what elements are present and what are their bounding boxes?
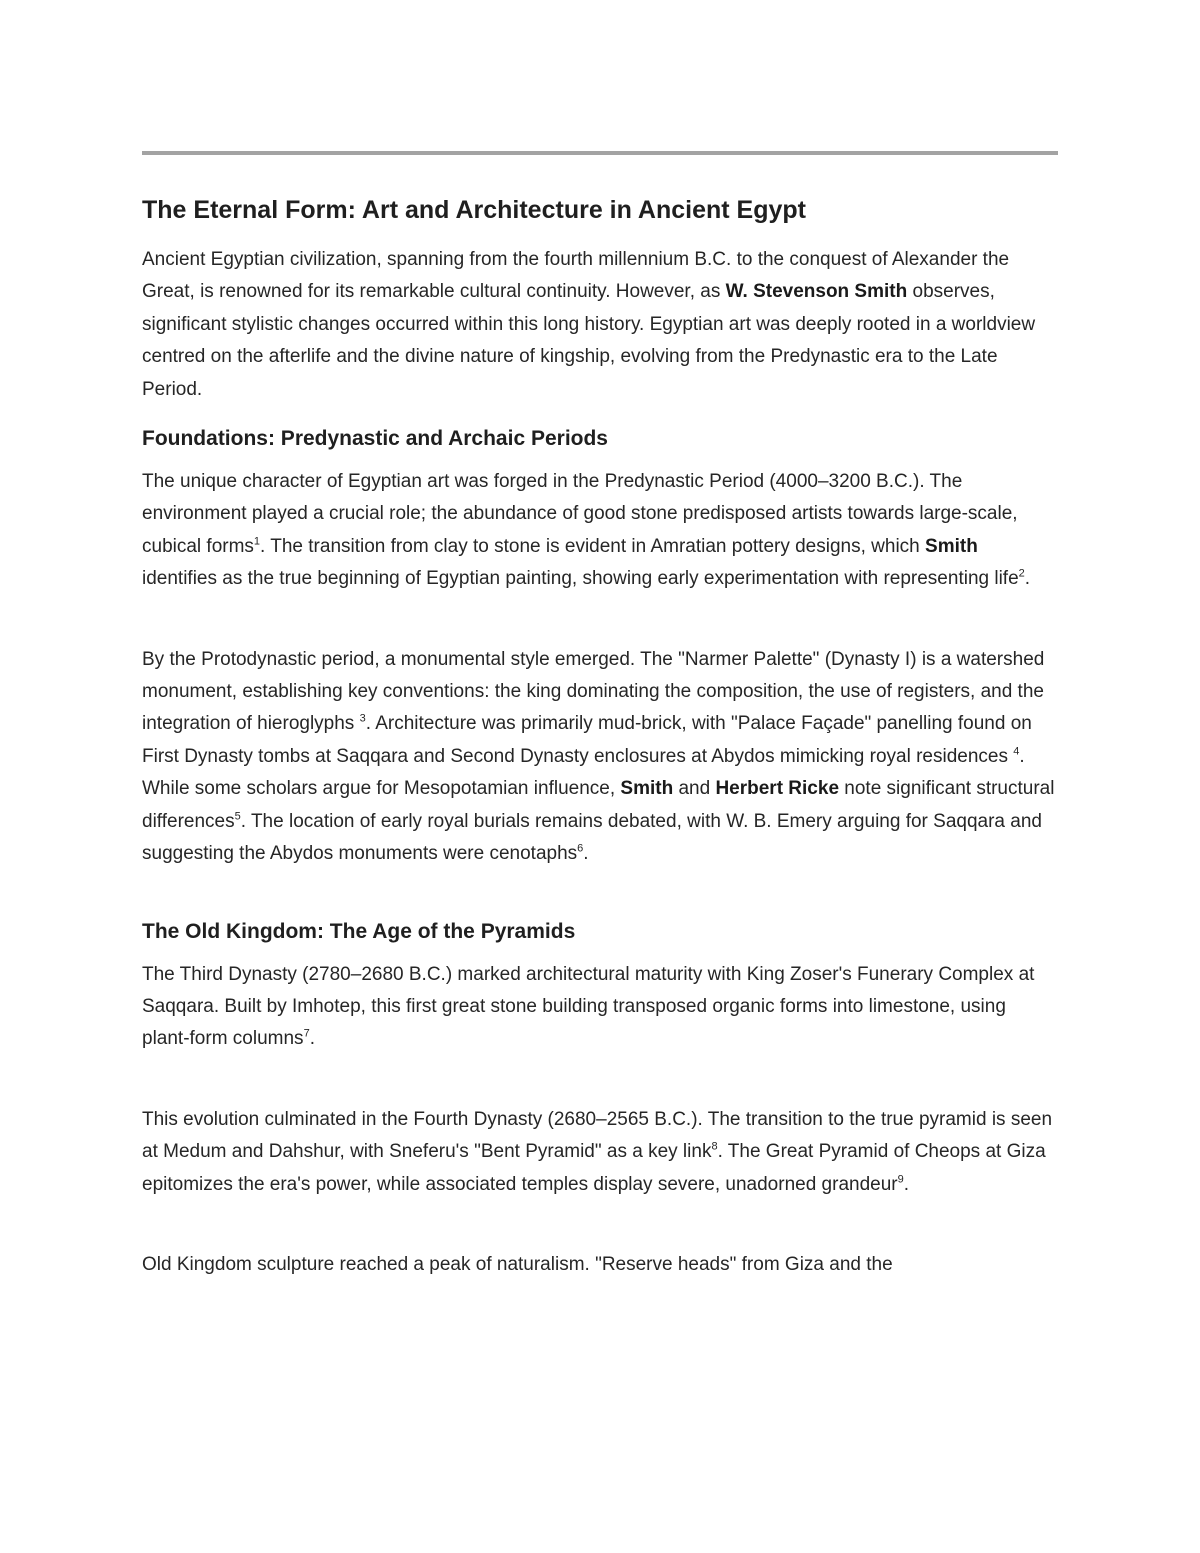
text: . [1024, 568, 1031, 590]
footnote-ref: 9 [897, 1173, 904, 1186]
text: . [583, 843, 589, 865]
foundations-paragraph-1 [142, 466, 1058, 596]
intro-text-1: Ancient Egyptian civilization, spanning from the fourth millennium B.C. to the conquest of Alexander the Great, is renowned for its remarkable cultural continuity. However, as [142, 249, 1010, 303]
footnote-ref: 4 [1013, 745, 1020, 758]
text: The unique character of Egyptian art was forged in the Predynastic Period (4000–3200 B.C.). The environment played a crucial role; the abundance of good stone predisposed artists towards large-scale, cubical forms [142, 471, 1018, 557]
foundations-paragraph-2 [142, 644, 1058, 871]
footnote-ref: 8 [711, 1140, 718, 1153]
footnote-ref: 2 [1018, 567, 1025, 580]
intro-text-2: observes, significant stylistic changes occurred within this long history. Egyptian art was deeply rooted in a worldview centred on the afterlife and the divine nature of kingship, evolving from the Predynastic era to the Late Period. [142, 281, 1036, 400]
text: . The Great Pyramid of Cheops at Giza epitomizes the era's power, while associated temples display severe, unadorned grandeur [142, 1141, 1046, 1195]
section-heading-foundations: Foundations: Predynastic and Archaic Periods [142, 427, 608, 451]
footnote-ref: 7 [303, 1027, 310, 1040]
horizontal-rule [142, 151, 1058, 155]
old-kingdom-paragraph-3 [142, 1249, 1058, 1281]
text: This evolution culminated in the Fourth Dynasty (2680–2565 B.C.). The transition to the true pyramid is seen at Medum and Dahshur, with Sneferu's "Bent Pyramid" as a key link [142, 1108, 1053, 1163]
intro-bold-author: W. Stevenson Smith [725, 281, 908, 303]
text: . The location of early royal burials remains debated, with W. B. Emery arguing for Saqqara and suggesting the Abydos monuments were cenotaphs [142, 810, 1042, 865]
footnote-ref: 1 [253, 535, 261, 548]
text: . While some scholars argue for Mesopotamian influence, [142, 745, 1025, 800]
document-title: The Eternal Form: Art and Architecture in Ancient Egypt [142, 196, 806, 224]
text: Old Kingdom sculpture reached a peak of naturalism. "Reserve heads" from Giza and the [142, 1253, 893, 1275]
text: By the Protodynastic period, a monumental style emerged. The "Narmer Palette" (Dynasty I) is a watershed monument, establishing key conventions: the king dominating the composition, the use of registers, and the integration of hieroglyphs [142, 648, 1045, 735]
text: identifies as the true beginning of Egyptian painting, showing early experimentation with representing life [142, 568, 1019, 590]
text: . Architecture was primarily mud-brick, with "Palace Façade" panelling found on First Dynasty tombs at Saqqara and Second Dynasty enclosures at Abydos mimicking royal residences [142, 713, 1032, 767]
text: note significant structural differences [142, 778, 1055, 832]
old-kingdom-paragraph-2 [142, 1104, 1058, 1201]
text: . [903, 1173, 910, 1195]
footnote-ref: 5 [234, 810, 241, 823]
footnote-ref: 6 [577, 842, 584, 855]
text: The Third Dynasty (2780–2680 B.C.) marked architectural maturity with King Zoser's Funerary Complex at Saqqara. Built by Imhotep, this first great stone building transposed organic forms into limestone, using plant-form columns [142, 963, 1035, 1050]
old-kingdom-paragraph-1 [142, 959, 1058, 1056]
text: . [309, 1028, 315, 1050]
bold-name: Herbert Ricke [715, 778, 840, 800]
text: and [673, 778, 716, 800]
intro-paragraph [142, 244, 1058, 406]
document-body [142, 190, 1058, 1281]
section-heading-old-kingdom: The Old Kingdom: The Age of the Pyramids [142, 919, 576, 943]
text: . The transition from clay to stone is evident in Amratian pottery designs, which [260, 535, 926, 557]
bold-name: Smith [620, 778, 674, 800]
footnote-ref: 3 [359, 713, 366, 726]
bold-name: Smith [925, 535, 978, 557]
